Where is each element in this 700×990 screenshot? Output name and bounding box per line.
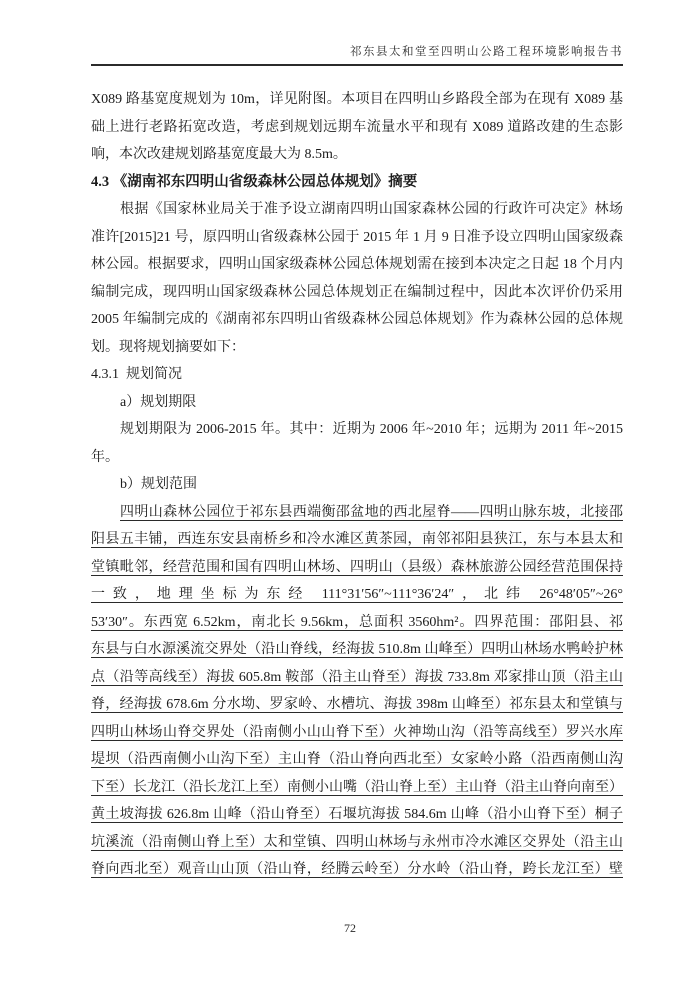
text-line: 四明山森林公园位于祁东县西端衡邵盆地的西北屋脊——四明山脉东坡，北接邵 bbox=[120, 504, 623, 520]
text-line: 响，本次改建规划路基宽度最大为 8.5m。 bbox=[91, 147, 347, 162]
text-line: 2005 年编制完成的《湖南祁东四明山省级森林公园总体规划》作为森林公园的总体规 bbox=[91, 312, 623, 327]
text-line: 下至）长龙江（沿长龙江上至）南侧小山嘴（沿山脊上至）主山脊（沿主山脊向南至） bbox=[91, 779, 623, 795]
text-line: 东县与白水源溪流交界处（沿山脊线，经海拔 510.8m 山峰至）四明山林场水鸭岭护林 bbox=[91, 642, 623, 657]
document-body bbox=[91, 86, 623, 884]
text-line: a）规划期限 bbox=[120, 394, 197, 410]
text-line: 黄土坡海拔 626.8m 山峰（沿山脊至）石堰坑海拔 584.6m 山峰（沿小山脊下至）桐子 bbox=[91, 807, 623, 822]
page-number: 72 bbox=[344, 921, 356, 935]
text-line: b）规划范围 bbox=[120, 477, 197, 492]
text-line: 四明山林场山脊交界处（沿南侧小山山脊下至）火神坳山沟（沿等高线至）罗兴水库 bbox=[91, 724, 623, 740]
running-header-title: 祁东县太和堂至四明山公路工程环境影响报告书 bbox=[350, 46, 623, 58]
text-line: 点（沿等高线至）海拔 605.8m 鞍部（沿主山脊至）海拔 733.8m 邓家排山顶（沿主山 bbox=[91, 669, 623, 685]
text-line: 规划期限为 2006-2015 年。其中：近期为 2006 年~2010 年；远期为 2011 年~2015 bbox=[120, 422, 623, 437]
header-rule bbox=[91, 64, 623, 66]
text-line: 脊，经海拔 678.6m 分水坳、罗家岭、水槽坑、海拔 398m 山峰至）祁东县太和堂镇与 bbox=[91, 697, 623, 712]
text-line: 阳县五丰铺，西连东安县南桥乡和冷水滩区黄茶园，南邻祁阳县狭江，东与本县太和 bbox=[91, 532, 623, 547]
text-line: 林公园。根据要求，四明山国家级森林公园总体规划需在接到本决定之日起 18 个月内 bbox=[91, 257, 623, 272]
text-line: 础上进行老路拓宽改造，考虑到规划远期车流量水平和现有 X089 道路改建的生态影 bbox=[91, 119, 623, 135]
text-line: 4.3 《湖南祁东四明山省级森林公园总体规划》摘要 bbox=[91, 173, 418, 190]
text-line: 脊向西北至）观音山山顶（沿山脊，经腾云岭至）分水岭（沿山脊，跨长龙江至）壁 bbox=[91, 862, 623, 877]
text-line: 划。现将规划摘要如下： bbox=[91, 339, 245, 355]
text-line: 堂镇毗邻，经营范围和国有四明山林场、四明山（县级）森林旅游公园经营范围保持 bbox=[91, 559, 623, 575]
text-line: 堤坝（沿西南侧小山沟下至）主山脊（沿山脊向西北至）女家岭小路（沿西南侧山沟 bbox=[91, 752, 623, 767]
text-line: 4.3.1 规划简况 bbox=[91, 367, 182, 382]
text-line: 根据《国家林业局关于准予设立湖南四明山国家森林公园的行政许可决定》林场 bbox=[120, 202, 623, 217]
text-line: 准许[2015]21 号，原四明山省级森林公园于 2015 年 1 月 9 日准予设立四明山国家级森 bbox=[91, 229, 623, 245]
text-line: 一致，地理坐标为东经 111°31′56″~111°36′24″，北纬 26°48′05″~26° bbox=[91, 587, 623, 602]
text-line: 53′30″。东西宽 6.52km，南北长 9.56km，总面积 3560hm²。四界范围：邵阳县、祁 bbox=[91, 614, 623, 630]
text-line: 年。 bbox=[91, 449, 119, 465]
text-line: 编制完成，现四明山国家级森林公园总体规划正在编制过程中，因此本次评价仍采用 bbox=[91, 284, 623, 300]
text-line: X089 路基宽度规划为 10m，详见附图。本项目在四明山乡路段全部为在现有 X089 基 bbox=[91, 92, 623, 107]
text-line: 坑溪流（沿南侧山脊上至）太和堂镇、四明山林场与永州市冷水滩区交界处（沿主山 bbox=[91, 834, 623, 850]
